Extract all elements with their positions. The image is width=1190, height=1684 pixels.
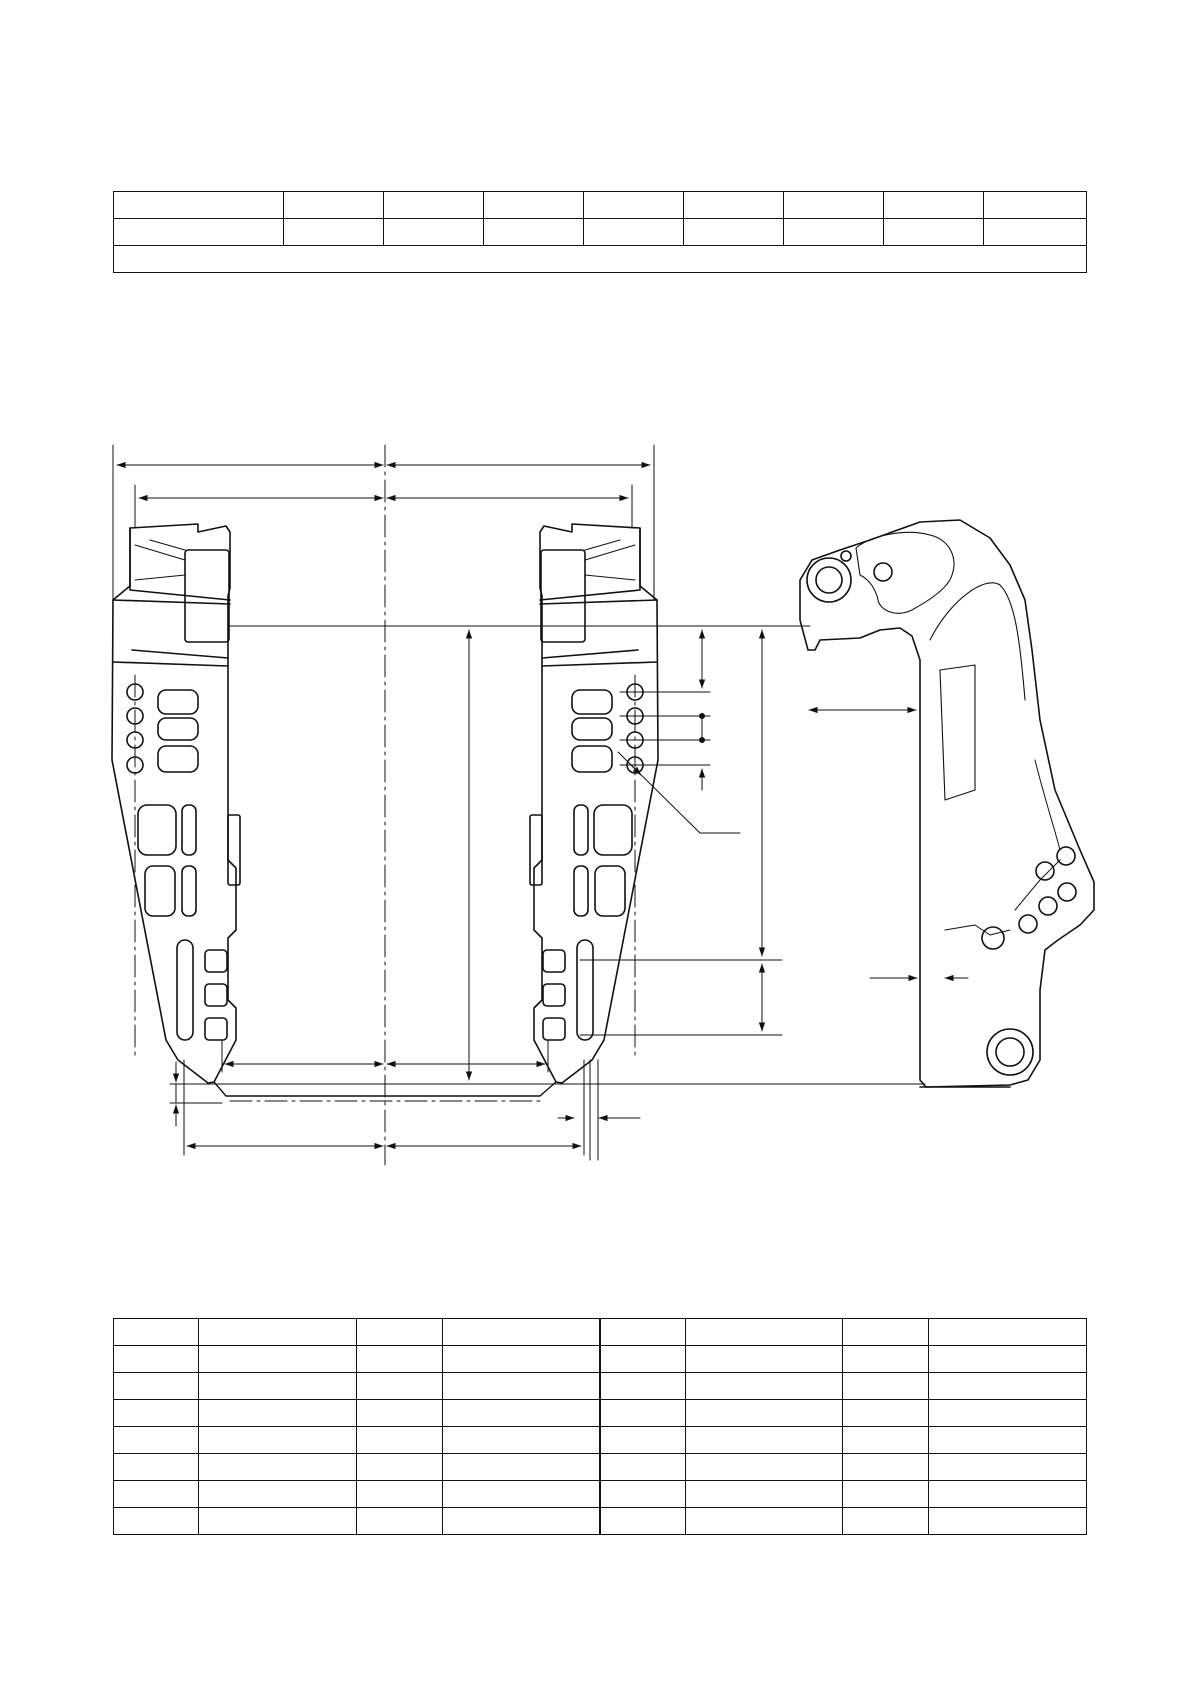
table-cell xyxy=(686,1427,843,1454)
bottom-spec-table xyxy=(113,1318,1087,1535)
table-cell xyxy=(929,1319,1087,1346)
table-cell xyxy=(584,192,684,219)
table-cell xyxy=(929,1346,1087,1373)
table-cell xyxy=(443,1373,600,1400)
left-fork-arm xyxy=(112,524,240,1083)
table-row xyxy=(114,1481,1087,1508)
table-cell xyxy=(929,1400,1087,1427)
table-cell xyxy=(843,1400,929,1427)
table-cell xyxy=(686,1319,843,1346)
table-row xyxy=(114,1373,1087,1400)
table-cell xyxy=(114,1373,199,1400)
table-cell xyxy=(357,1400,443,1427)
table-cell xyxy=(443,1400,600,1427)
right-fork-arm xyxy=(530,524,658,1083)
table-cell xyxy=(357,1508,443,1535)
table-cell xyxy=(684,192,784,219)
table-row xyxy=(114,1346,1087,1373)
side-view-fork xyxy=(800,520,1094,1087)
table-cell xyxy=(114,1508,199,1535)
table-row xyxy=(114,219,1087,246)
table-row xyxy=(114,1427,1087,1454)
table-cell xyxy=(843,1427,929,1454)
table-cell xyxy=(199,1319,357,1346)
table-cell xyxy=(600,1481,686,1508)
table-row xyxy=(114,1400,1087,1427)
table-cell xyxy=(199,1481,357,1508)
table-cell xyxy=(929,1427,1087,1454)
table-cell xyxy=(929,1373,1087,1400)
table-cell xyxy=(114,192,284,219)
table-cell xyxy=(114,1319,199,1346)
table-cell xyxy=(686,1346,843,1373)
table-cell xyxy=(784,219,884,246)
table-cell xyxy=(600,1346,686,1373)
table-cell xyxy=(199,1427,357,1454)
table-row xyxy=(114,192,1087,219)
table-cell xyxy=(584,219,684,246)
table-cell xyxy=(843,1346,929,1373)
leader-line xyxy=(618,752,740,833)
extension-lines xyxy=(113,445,925,1155)
table-cell xyxy=(384,192,484,219)
table-cell xyxy=(600,1454,686,1481)
table-cell xyxy=(684,219,784,246)
table-cell xyxy=(686,1400,843,1427)
table-cell xyxy=(600,1427,686,1454)
table-cell xyxy=(114,219,284,246)
table-cell xyxy=(443,1427,600,1454)
table-cell xyxy=(600,1319,686,1346)
table-cell xyxy=(199,1346,357,1373)
table-row xyxy=(114,246,1087,273)
table-cell xyxy=(357,1373,443,1400)
table-cell xyxy=(284,219,384,246)
table-cell xyxy=(357,1454,443,1481)
table-cell xyxy=(929,1481,1087,1508)
table-cell xyxy=(484,192,584,219)
table-cell xyxy=(199,1508,357,1535)
table-cell xyxy=(843,1481,929,1508)
table-cell xyxy=(600,1373,686,1400)
table-cell xyxy=(600,1400,686,1427)
table-cell xyxy=(784,192,884,219)
center-lines xyxy=(135,445,635,1165)
table-cell xyxy=(600,1508,686,1535)
table-cell xyxy=(384,219,484,246)
table-cell xyxy=(484,219,584,246)
table-cell xyxy=(843,1508,929,1535)
table-row xyxy=(114,1508,1087,1535)
table-cell xyxy=(114,1454,199,1481)
table-cell xyxy=(686,1454,843,1481)
table-cell xyxy=(357,1427,443,1454)
table-cell xyxy=(884,219,984,246)
table-cell xyxy=(443,1481,600,1508)
table-cell xyxy=(984,219,1087,246)
table-cell xyxy=(929,1508,1087,1535)
table-cell xyxy=(843,1373,929,1400)
table-cell xyxy=(199,1373,357,1400)
table-row xyxy=(114,1454,1087,1481)
table-cell xyxy=(929,1454,1087,1481)
table-cell xyxy=(686,1373,843,1400)
table-note-cell xyxy=(114,246,1087,273)
table-cell xyxy=(114,1400,199,1427)
table-cell xyxy=(199,1400,357,1427)
table-cell xyxy=(884,192,984,219)
table-cell xyxy=(984,192,1087,219)
table-cell xyxy=(843,1454,929,1481)
table-cell xyxy=(199,1454,357,1481)
technical-drawing xyxy=(0,430,1190,1190)
table-cell xyxy=(357,1481,443,1508)
table-cell xyxy=(114,1481,199,1508)
table-cell xyxy=(357,1319,443,1346)
table-row xyxy=(114,1319,1087,1346)
table-cell xyxy=(686,1508,843,1535)
table-cell xyxy=(357,1346,443,1373)
table-cell xyxy=(443,1508,600,1535)
table-cell xyxy=(843,1319,929,1346)
table-cell xyxy=(114,1346,199,1373)
top-spec-table xyxy=(113,191,1087,273)
table-cell xyxy=(443,1454,600,1481)
table-cell xyxy=(284,192,384,219)
table-cell xyxy=(114,1427,199,1454)
table-cell xyxy=(443,1319,600,1346)
table-cell xyxy=(686,1481,843,1508)
table-cell xyxy=(443,1346,600,1373)
